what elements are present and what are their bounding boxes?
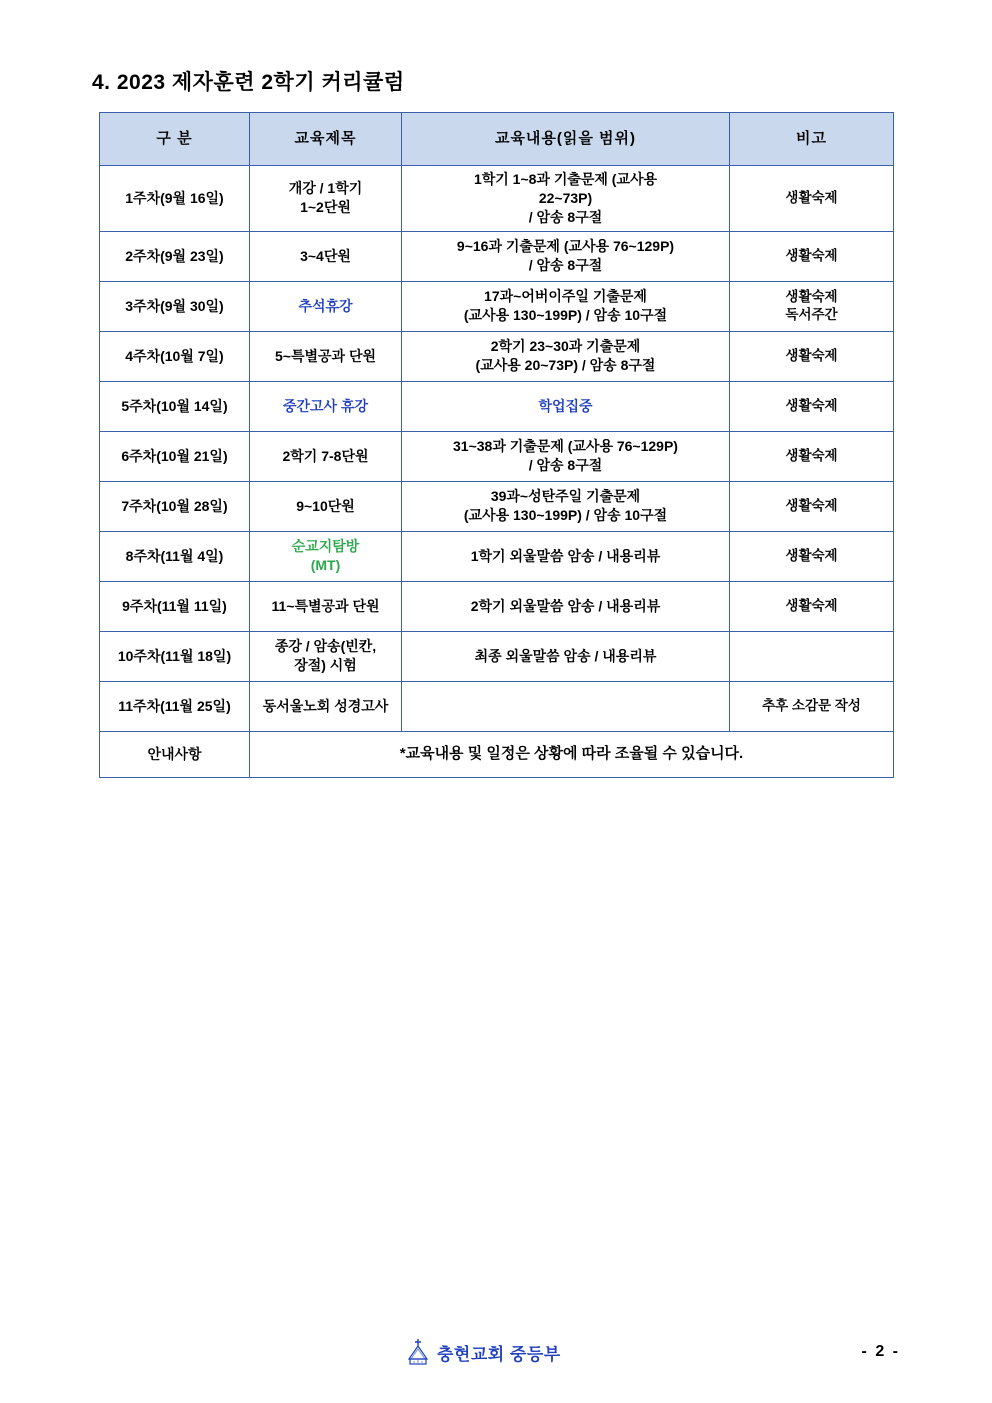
cell-title: 5~특별공과 단원 bbox=[250, 331, 402, 381]
notice-text: *교육내용 및 일정은 상황에 따라 조율될 수 있습니다. bbox=[250, 731, 894, 777]
cell-note: 생활숙제 bbox=[730, 481, 894, 531]
cell-content-line2: / 암송 8구절 bbox=[528, 457, 603, 474]
cell-division: 8주차(11월 4일) bbox=[100, 531, 250, 581]
cell-note: 생활숙제 bbox=[730, 531, 894, 581]
page-title: 4. 2023 제자훈련 2학기 커리큘럼 bbox=[92, 71, 405, 94]
cell-content: 2학기 외울말씀 암송 / 내용리뷰 bbox=[402, 581, 730, 631]
cell-content-line2: (교사용 130~199P) / 암송 10구절 bbox=[463, 507, 668, 524]
column-header-division: 구 분 bbox=[100, 113, 250, 166]
cell-content bbox=[402, 281, 730, 331]
cell-note bbox=[730, 631, 894, 681]
cell-division: 7주차(10월 28일) bbox=[100, 481, 250, 531]
cell-content-line2: 22~73P) bbox=[538, 189, 593, 206]
cell-title-line2: (MT) bbox=[310, 557, 341, 574]
table-notice-row bbox=[100, 731, 894, 777]
cell-note: 생활숙제 bbox=[730, 581, 894, 631]
table-row bbox=[100, 166, 894, 232]
cell-content bbox=[402, 331, 730, 381]
cell-title bbox=[250, 166, 402, 232]
cell-title-line1: 개강 / 1학기 bbox=[288, 180, 363, 197]
cell-note: 생활숙제 bbox=[730, 231, 894, 281]
cell-content bbox=[402, 166, 730, 232]
cell-division: 6주차(10월 21일) bbox=[100, 431, 250, 481]
cell-title: 추석휴강 bbox=[250, 281, 402, 331]
church-icon bbox=[405, 1337, 431, 1367]
cell-division: 10주차(11월 18일) bbox=[100, 631, 250, 681]
cell-division: 11주차(11월 25일) bbox=[100, 681, 250, 731]
cell-note: 생활숙제 bbox=[730, 331, 894, 381]
table-row bbox=[100, 531, 894, 581]
cell-content: 학업집중 bbox=[402, 381, 730, 431]
cell-division: 3주차(9월 30일) bbox=[100, 281, 250, 331]
cell-title-line2: 장절) 시험 bbox=[294, 657, 357, 674]
cell-title: 9~10단원 bbox=[250, 481, 402, 531]
cell-content-line1: 39과~성탄주일 기출문제 bbox=[490, 488, 641, 505]
cell-note: 생활숙제 bbox=[730, 166, 894, 232]
cell-content-line2: (교사용 130~199P) / 암송 10구절 bbox=[463, 307, 668, 324]
column-header-note: 비고 bbox=[730, 113, 894, 166]
cell-division: 9주차(11월 11일) bbox=[100, 581, 250, 631]
cell-note-line2: 독서주간 bbox=[785, 307, 838, 323]
cell-division: 1주차(9월 16일) bbox=[100, 166, 250, 232]
cell-content bbox=[402, 431, 730, 481]
table-row bbox=[100, 631, 894, 681]
cell-content-line2: / 암송 8구절 bbox=[528, 257, 603, 274]
cell-title: 동서울노회 성경고사 bbox=[250, 681, 402, 731]
cell-content-line1: 2학기 23~30과 기출문제 bbox=[490, 338, 641, 355]
cell-note: 생활숙제 bbox=[730, 431, 894, 481]
cell-content-line1: 9~16과 기출문제 (교사용 76~129P) bbox=[456, 238, 675, 255]
cell-title: 중간고사 휴강 bbox=[250, 381, 402, 431]
column-header-content: 교육내용(읽을 범위) bbox=[402, 113, 730, 166]
cell-note-line1: 생활숙제 bbox=[785, 288, 838, 304]
cell-title bbox=[250, 531, 402, 581]
cell-note: 추후 소감문 작성 bbox=[730, 681, 894, 731]
table-row bbox=[100, 381, 894, 431]
cell-note: 생활숙제 bbox=[730, 381, 894, 431]
table-row bbox=[100, 681, 894, 731]
cell-content: 최종 외울말씀 암송 / 내용리뷰 bbox=[402, 631, 730, 681]
cell-content bbox=[402, 681, 730, 731]
page-number: - 2 - bbox=[861, 1343, 900, 1360]
cell-content-line1: 1학기 1~8과 기출문제 (교사용 bbox=[473, 171, 658, 187]
table-row bbox=[100, 581, 894, 631]
cell-content bbox=[402, 231, 730, 281]
cell-division: 5주차(10월 14일) bbox=[100, 381, 250, 431]
notice-label: 안내사항 bbox=[100, 731, 250, 777]
cell-content-line1: 17과~어버이주일 기출문제 bbox=[484, 288, 647, 305]
cell-title-line1: 종강 / 암송(빈칸, bbox=[274, 638, 377, 655]
cell-division: 4주차(10월 7일) bbox=[100, 331, 250, 381]
table-row bbox=[100, 481, 894, 531]
cell-content bbox=[402, 481, 730, 531]
table-header-row bbox=[100, 113, 894, 166]
footer-logo-text: 충현교회 중등부 bbox=[437, 1344, 561, 1364]
table-row bbox=[100, 431, 894, 481]
cell-title: 2학기 7-8단원 bbox=[250, 431, 402, 481]
table-row bbox=[100, 281, 894, 331]
cell-note bbox=[730, 281, 894, 331]
table-row bbox=[100, 331, 894, 381]
cell-content-line3: / 암송 8구절 bbox=[528, 208, 603, 225]
curriculum-table bbox=[99, 112, 894, 778]
cell-division: 2주차(9월 23일) bbox=[100, 231, 250, 281]
cell-content-line1: 31~38과 기출문제 (교사용 76~129P) bbox=[453, 438, 678, 455]
cell-title-line2: 1~2단원 bbox=[300, 199, 351, 216]
cell-title-line1: 순교지탐방 bbox=[291, 538, 360, 555]
footer-logo bbox=[405, 1337, 561, 1367]
cell-title bbox=[250, 631, 402, 681]
column-header-title: 교육제목 bbox=[250, 113, 402, 166]
cell-title: 3~4단원 bbox=[250, 231, 402, 281]
cell-content: 1학기 외울말씀 암송 / 내용리뷰 bbox=[402, 531, 730, 581]
cell-title: 11~특별공과 단원 bbox=[250, 581, 402, 631]
table-row bbox=[100, 231, 894, 281]
cell-content-line2: (교사용 20~73P) / 암송 8구절 bbox=[475, 357, 656, 374]
